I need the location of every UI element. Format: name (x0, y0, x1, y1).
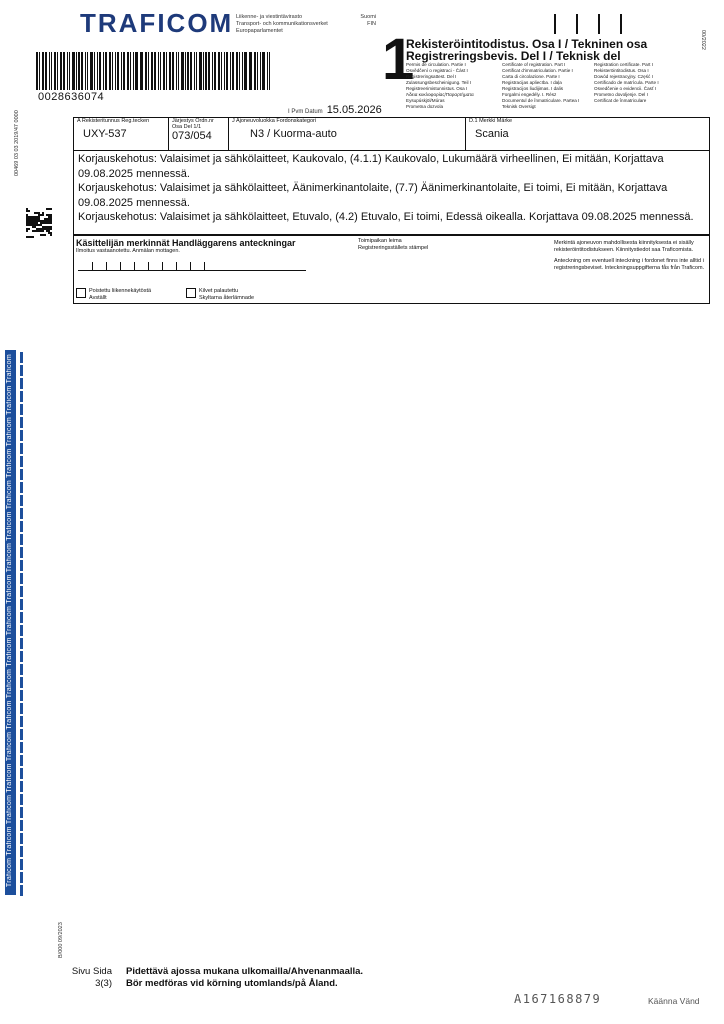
make-value: Scania (475, 128, 509, 140)
multilang-title-item: Prometna dozvola (406, 104, 444, 109)
multilang-title-item: Documentul de înmatriculare. Partea I (502, 98, 580, 103)
multilang-title-item: Prometno dovoljenje. Del I (594, 92, 648, 97)
footer-fi: Pidettävä ajossa mukana ulkomailla/Ahvenanmaalla. (126, 966, 364, 977)
multilang-title-item: Certificat d'immatriculation. Partie I (502, 68, 573, 73)
handler-title: Käsittelijän merkinnät Handläggarens anteckningar (76, 238, 296, 248)
multilang-title-item: Registracijos liudijimas. I dalis (502, 86, 564, 91)
lien-note (554, 240, 710, 272)
multilang-title-item (594, 104, 694, 110)
traficom-logo: TRAFICOM (80, 8, 234, 38)
remarks-box (73, 150, 710, 235)
document-title (406, 38, 647, 62)
multilang-title-item: Registreringsattest. Del I (406, 74, 457, 79)
office-stamp-label: Toimipaikan leima Registreringsställets stämpel (358, 238, 429, 251)
multilang-title-item: Carta di circolazione. Parte I (502, 74, 560, 79)
footer-instruction (126, 966, 363, 990)
multilang-title-item: Certificate of registration. Part I (502, 62, 566, 67)
multilang-titles (406, 62, 696, 110)
handler-subtitle: Ilmoitus vastaanotettu. Anmälan mottagen. (76, 248, 180, 254)
handler-notes-box (73, 235, 710, 304)
multilang-title-item: Teknisk Oversigt (502, 104, 536, 109)
title-fi: Rekisteröintitodistus. Osa I / Tekninen osa (406, 37, 648, 51)
page-number: 3(3) (95, 978, 112, 989)
remark-item: Korjauskehotus: Valaisimet ja sähkölaitteet, Äänimerkinantolaite, (7.7) Äänimerkinantolaite, Ei toimi, Ei mitään, Korjattava 09.08.2025 mennessä. (78, 182, 668, 209)
lien-note-sv: Anteckning om eventuell inteckning i fordonet finns inte alltid i registreringsbeviset. Inteckningsuppgifterna fås från Traficom. (554, 258, 705, 271)
registration-value: UXY-537 (83, 128, 127, 140)
turn-page-hint: Käänna Vänd (648, 996, 700, 1006)
field-category: J Ajoneuvoluokka Fordonskategori N3 / Kuorma-auto (229, 118, 466, 151)
deregistered-label: Poistettu liikennekäytöstä Avställt (89, 288, 152, 301)
order-value: 073/054 (172, 130, 212, 142)
serial-number: A167168879 (514, 992, 602, 1006)
multilang-title-item: Certificat de înmatriculare (594, 98, 647, 103)
remark-item: Korjauskehotus: Valaisimet ja sähkölaitteet, Etuvalo, (4.2) Etuvalo, Ei toimi, Edessä oikealla. Korjattava 09.08.2025 mennessä. (78, 211, 694, 223)
multilang-title-item: Rekisteröintitodistus. Osa I (594, 68, 649, 73)
multilang-title-item: Osvědčení o registraci - Část I (406, 68, 468, 73)
part-number: 1 (382, 27, 415, 92)
multilang-title-item: Eysupúskjöl/Múras (406, 98, 445, 103)
remark-item: Korjauskehotus: Valaisimet ja sähkölaitteet, Kaukovalo, (4.1.1) Kaukovalo, Lukumäärä virheellinen, Ei mitään, Korjattava 09.08.2025 mennessä. (78, 153, 664, 180)
plates-returned-checkbox[interactable] (186, 288, 196, 298)
issue-date-value: 15.05.2026 (326, 104, 382, 116)
agency-name: Liikenne- ja viestintävirasto Suomi Transport- och kommunikationsverket FIN Europaparlamentet (236, 14, 376, 34)
registration-marks (554, 14, 622, 34)
multilang-title-item: Certificado de matrícula. Parte I (594, 80, 659, 85)
field-registration: A Rekisteritunnus Reg.tecken UXY-537 (74, 118, 169, 151)
category-value: N3 / Kuorma-auto (250, 128, 337, 140)
multilang-title-item: Zulassungsbescheinigung. Teil I (406, 80, 472, 85)
qr-code (26, 208, 52, 238)
multilang-title-item: Registration certificate. Part I (594, 62, 653, 67)
date-entry-line (78, 263, 306, 271)
security-strip: Traficom Traficom Traficom Traficom Traficom Traficom Traficom Traficom Traficom Traficom Traficom Traficom Traficom Traficom Traficom Traficom Traficom (5, 350, 16, 895)
vehicle-fields-table (73, 117, 710, 151)
issue-date-label: I Pvm Datum (288, 109, 323, 115)
deregistered-checkbox[interactable] (76, 288, 86, 298)
page-indicator: Sivu Sida 3(3) (68, 966, 112, 990)
multilang-title-item: Registracijas apliecība. I daļa (502, 80, 562, 85)
multilang-title-item: Forgalmi engedély. I. Rész (502, 92, 557, 97)
multilang-title-item: Registreerimistunnistus. Osa I (406, 86, 468, 91)
multilang-title-item: Osvedčenie o evidencii. Časť I (594, 86, 657, 91)
multilang-title-item: Permis de circulation. Partie I (406, 62, 466, 67)
side-form-code: 00469 03 03 2019/47 0000 (14, 110, 20, 176)
title-sv: Registreringsbevis. Del I / Teknisk del (406, 49, 621, 63)
form-version-code: 00/2022 (700, 30, 706, 50)
multilang-title-item: Dowód rejestracyjny. Część I (594, 74, 653, 79)
issue-date (288, 104, 382, 116)
security-bars (20, 352, 28, 892)
field-make: D.1 Merkki Märke Scania (466, 118, 710, 151)
multilang-title-item: Άδεια κυκλοφορίας/Παραρτήματα (406, 92, 474, 97)
plates-returned-label: Kilvet palautettu Skyltarna återlämnade (199, 288, 255, 301)
footer-form-code: B/000 09/2023 (58, 922, 64, 958)
footer-sv: Bör medföras vid körning utomlands/på Åland. (126, 978, 338, 989)
document-number: 0028636074 (38, 91, 105, 103)
lien-note-fi: Merkintä ajoneuvon mahdollisesta kiinnityksesta ei sisälly rekisteröintitodistukseen. Kiinnitystiedot saa Traficomista. (554, 240, 694, 253)
barcode (36, 52, 272, 90)
field-order: Järjestys Ordn.nr Osa Del 1/1 073/054 (169, 118, 229, 151)
